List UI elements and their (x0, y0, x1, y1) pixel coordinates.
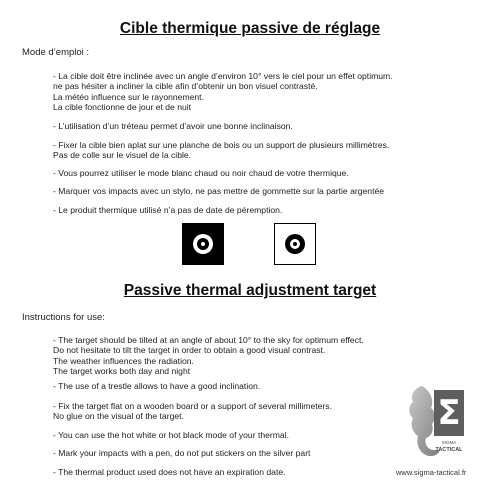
seahorse-sigma-icon (404, 380, 468, 460)
french-item-5: - Marquer vos impacts avec un stylo, ne pas mettre de gommette sur la partie argentée (53, 186, 385, 196)
french-mode-label: Mode d’emploi : (22, 47, 90, 58)
french-line: ne pas hésiter a incliner la cible afin d’obtenir un bon visuel contrasté. (53, 81, 318, 92)
english-paragraph-1 (53, 335, 483, 377)
english-line: No glue on the visual of the target. (53, 411, 184, 422)
english-item-2: - The use of a trestle allows to have a good inclination. (53, 381, 261, 391)
french-line: - La cible doit être inclinée avec un angle d’environ 10° vers le ciel pour un effet optimum. (53, 71, 393, 81)
english-mode-label: Instructions for use: (22, 312, 105, 323)
french-item-2: - L’utilisation d’un tréteau permet d’avoir une bonne inclinaison. (53, 121, 293, 131)
english-item-6: - The thermal product used does not have an expiration date. (53, 467, 286, 477)
english-line: - The target should be tilted at an angle of about 10° to the sky for optimum effect. (53, 335, 364, 345)
french-line: La météo influence sur le rayonnement. (53, 91, 204, 102)
logo-text-top: SIGMA (441, 440, 457, 445)
french-line: Pas de colle sur le visuel de la cible. (53, 150, 192, 161)
french-paragraph-3 (53, 140, 483, 161)
french-line: La cible fonctionne de jour et de nuit (53, 102, 192, 113)
sigma-glyph: Σ (437, 393, 461, 433)
sigma-tactical-logo (404, 380, 468, 460)
hot-white-target-image (182, 223, 224, 265)
english-line: The target works both day and night (53, 366, 191, 377)
french-item-4: - Vous pourrez utiliser le mode blanc chaud ou noir chaud de votre thermique. (53, 168, 349, 178)
english-line: - Fix the target flat on a wooden board or a support of several millimeters. (53, 401, 332, 411)
english-line: Do not hesitate to tilt the target in order to obtain a good visual contrast. (53, 345, 326, 356)
footer-website-link[interactable]: www.sigma-tactical.fr (396, 468, 467, 477)
french-item-6: - Le produit thermique utilisé n’a pas de date de péremption. (53, 205, 283, 215)
french-title: Cible thermique passive de réglage (119, 20, 381, 37)
french-paragraph-1 (53, 71, 483, 113)
english-title: Passive thermal adjustment target (123, 282, 377, 299)
logo-text-bottom: TACTICAL (435, 447, 463, 453)
english-line: The weather influences the radiation. (53, 355, 194, 366)
english-item-4: - You can use the hot white or hot black mode of your thermal. (53, 430, 289, 440)
hot-black-target-image (274, 223, 316, 265)
english-item-5: - Mark your impacts with a pen, do not put stickers on the silver part (53, 448, 311, 458)
french-line: - Fixer la cible bien aplat sur une planche de bois ou un support de plusieurs millimètres. (53, 140, 390, 150)
